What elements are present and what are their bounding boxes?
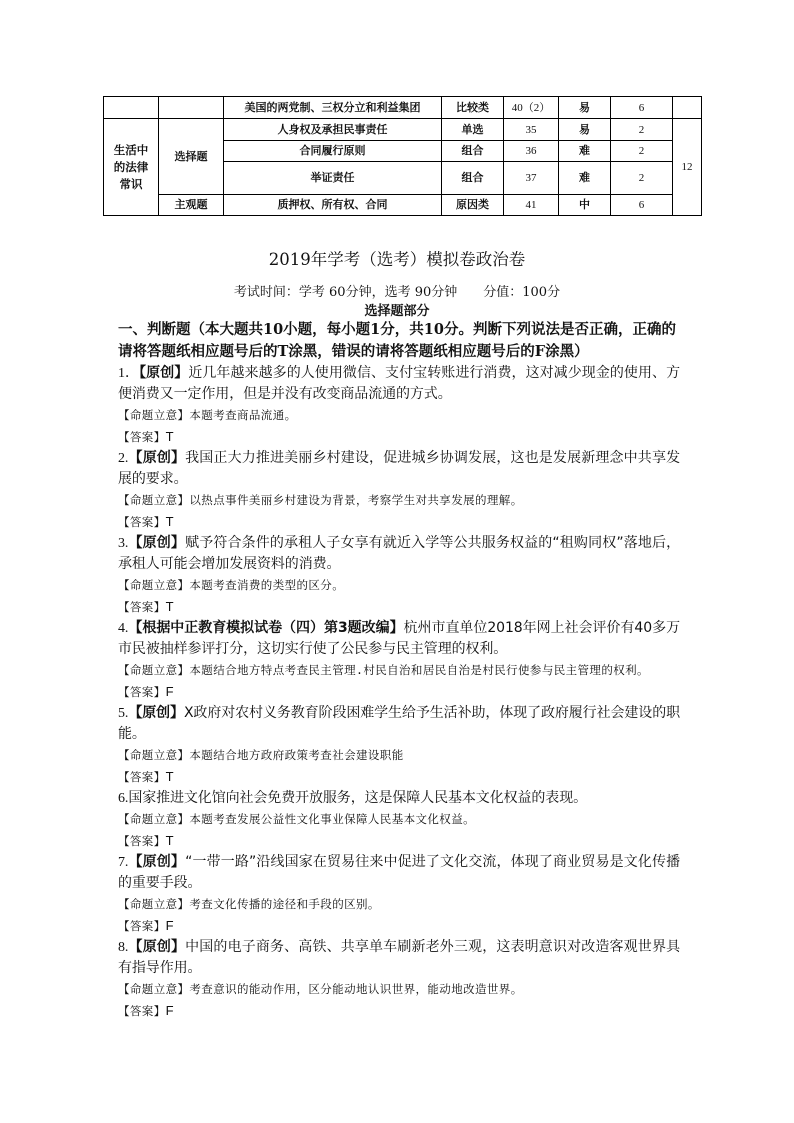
table-row bbox=[104, 119, 702, 141]
table-subcategory: 选择题 bbox=[159, 119, 224, 195]
question-text bbox=[118, 852, 680, 894]
note-label: 【命题立意】 bbox=[118, 748, 190, 762]
question-number: 8. bbox=[118, 940, 129, 955]
question-text bbox=[118, 788, 680, 809]
answer-value: F bbox=[165, 918, 174, 933]
question-answer bbox=[118, 766, 680, 788]
table-cell-score: 6 bbox=[611, 195, 673, 216]
question-note bbox=[118, 660, 680, 681]
question-body: 中国的电子商务、高铁、共享单车刷新老外三观，这表明意识对改造客观世界具有指导作用。 bbox=[118, 939, 680, 976]
table-cell-content: 质押权、所有权、合同 bbox=[224, 195, 442, 216]
table-cell-difficulty: 中 bbox=[559, 195, 611, 216]
question-note bbox=[118, 894, 680, 915]
answer-label: 【答案】 bbox=[118, 600, 166, 614]
question-body: 国家推进文化馆向社会免费开放服务，这是保障人民基本文化权益的表现。 bbox=[128, 790, 588, 806]
question-note bbox=[118, 490, 680, 511]
note-text: 以热点事件美丽乡村建设为背景，考察学生对共享发展的理解。 bbox=[189, 493, 523, 507]
table-cell-type: 组合 bbox=[442, 162, 504, 195]
answer-label: 【答案】 bbox=[118, 834, 166, 848]
question-number: 1． bbox=[118, 366, 140, 381]
spec-table bbox=[103, 96, 702, 216]
question-list bbox=[118, 319, 680, 1022]
question-body: 近几年越来越多的人使用微信、支付宝转账进行消费，这对减少现金的使用、方便消费又一定作用，但是并没有改变商品流通的方式。 bbox=[118, 365, 680, 402]
answer-value: T bbox=[165, 769, 174, 784]
question-item bbox=[118, 618, 680, 703]
question-number: 3. bbox=[118, 536, 129, 551]
answer-label: 【答案】 bbox=[118, 770, 166, 784]
note-text: 本题结合地方特点考查民主管理.村民自治和居民自治是村民行使参与民主管理的权利。 bbox=[189, 663, 649, 677]
answer-label: 【答案】 bbox=[118, 685, 166, 699]
note-text: 考查意识的能动作用，区分能动地认识世界，能动地改造世界。 bbox=[189, 982, 523, 996]
question-tag: 【根据中正教育模拟试卷（四）第3题改编】 bbox=[128, 620, 404, 636]
question-tag: 【原创】 bbox=[139, 365, 189, 381]
table-cell-difficulty: 难 bbox=[559, 162, 611, 195]
question-answer bbox=[118, 426, 680, 448]
answer-value: F bbox=[165, 684, 174, 699]
table-cell-num: 35 bbox=[504, 119, 559, 141]
question-number: 4. bbox=[118, 621, 129, 636]
table-cell-difficulty: 难 bbox=[559, 141, 611, 162]
question-text bbox=[118, 448, 680, 490]
note-text: 考查文化传播的途径和手段的区别。 bbox=[189, 897, 380, 911]
page-title: 2019年学考（选考）模拟卷政治卷 bbox=[268, 250, 526, 269]
question-text bbox=[118, 703, 680, 745]
note-label: 【命题立意】 bbox=[118, 897, 190, 911]
section-heading: 一、判断题（本大题共10小题，每小题1分，共10分。判断下列说法是否正确，正确的请将答题纸相应题号后的T涂黑，错误的请将答题纸相应题号后的F涂黑） bbox=[118, 321, 676, 360]
question-number: 2. bbox=[118, 451, 129, 466]
question-body: 杭州市直单位2018年网上社会评价有40多万市民被抽样参评打分，这切实行使了公民参与民主管理的权利。 bbox=[118, 620, 680, 657]
question-body: “一带一路”沿线国家在贸易往来中促进了文化交流，体现了商业贸易是文化传播的重要手段。 bbox=[118, 854, 680, 891]
question-body: 赋予符合条件的承租人子女享有就近入学等公共服务权益的“租购同权”落地后，承租人可能会增加发展资料的消费。 bbox=[118, 535, 680, 572]
answer-value: T bbox=[165, 833, 174, 848]
question-tag: 【原创】 bbox=[128, 854, 186, 870]
question-note bbox=[118, 809, 680, 830]
question-body: X政府对农村义务教育阶段困难学生给予生活补助，体现了政府履行社会建设的职能。 bbox=[118, 705, 680, 742]
table-cell-difficulty: 易 bbox=[559, 119, 611, 141]
table-cell-content: 美国的两党制、三权分立和利益集团 bbox=[224, 97, 442, 119]
question-answer bbox=[118, 681, 680, 703]
table-cell-type: 组合 bbox=[442, 141, 504, 162]
answer-value: F bbox=[165, 1003, 174, 1018]
table-cell-content: 合同履行原则 bbox=[224, 141, 442, 162]
question-answer bbox=[118, 511, 680, 533]
question-item bbox=[118, 852, 680, 937]
exam-info: 考试时间：学考 60分钟，选考 90分钟 分值：100分 bbox=[233, 285, 561, 300]
question-tag: 【原创】 bbox=[128, 450, 186, 466]
question-item bbox=[118, 533, 680, 618]
table-cell-score: 2 bbox=[611, 162, 673, 195]
answer-label: 【答案】 bbox=[118, 919, 166, 933]
question-note bbox=[118, 745, 680, 766]
table-cell bbox=[159, 97, 224, 119]
table-row bbox=[104, 195, 702, 216]
table-cell-num: 36 bbox=[504, 141, 559, 162]
table-category: 生活中 的法律 常识 bbox=[104, 119, 159, 216]
answer-label: 【答案】 bbox=[118, 515, 166, 529]
question-text bbox=[118, 937, 680, 979]
table-total: 12 bbox=[673, 119, 702, 216]
question-tag: 【原创】 bbox=[128, 939, 186, 955]
note-text: 本题考查商品流通。 bbox=[189, 408, 297, 422]
note-label: 【命题立意】 bbox=[118, 408, 190, 422]
question-text bbox=[118, 618, 680, 660]
question-text bbox=[118, 363, 680, 405]
question-number: 7. bbox=[118, 855, 129, 870]
question-answer bbox=[118, 596, 680, 618]
table-cell-num: 37 bbox=[504, 162, 559, 195]
answer-value: T bbox=[165, 599, 174, 614]
table-cell-score: 2 bbox=[611, 119, 673, 141]
answer-label: 【答案】 bbox=[118, 1004, 166, 1018]
note-label: 【命题立意】 bbox=[118, 982, 190, 996]
question-item bbox=[118, 937, 680, 1022]
question-tag: 【原创】 bbox=[128, 535, 186, 551]
table-cell bbox=[673, 97, 702, 119]
table-cell-score: 2 bbox=[611, 141, 673, 162]
table-cell-num: 40（2） bbox=[504, 97, 559, 119]
table-cell-content: 举证责任 bbox=[224, 162, 442, 195]
table-subcategory: 主观题 bbox=[159, 195, 224, 216]
question-item bbox=[118, 363, 680, 448]
question-text bbox=[118, 533, 680, 575]
table-cell-type: 原因类 bbox=[442, 195, 504, 216]
question-tag: 【原创】 bbox=[128, 705, 184, 721]
note-label: 【命题立意】 bbox=[118, 663, 190, 677]
table-cell-content: 人身权及承担民事责任 bbox=[224, 119, 442, 141]
table-cell-num: 41 bbox=[504, 195, 559, 216]
note-label: 【命题立意】 bbox=[118, 493, 190, 507]
question-answer bbox=[118, 915, 680, 937]
note-text: 本题结合地方政府政策考查社会建设职能 bbox=[189, 748, 404, 762]
note-label: 【命题立意】 bbox=[118, 812, 190, 826]
part-heading: 选择题部分 bbox=[364, 304, 430, 319]
question-body: 我国正大力推进美丽乡村建设，促进城乡协调发展，这也是发展新理念中共享发展的要求。 bbox=[118, 450, 680, 487]
table-cell-type: 比较类 bbox=[442, 97, 504, 119]
answer-value: T bbox=[165, 514, 174, 529]
note-text: 本题考查发展公益性文化事业保障人民基本文化权益。 bbox=[189, 812, 476, 826]
question-number: 5. bbox=[118, 706, 129, 721]
question-note bbox=[118, 979, 680, 1000]
table-cell bbox=[104, 97, 159, 119]
note-text: 本题考查消费的类型的区分。 bbox=[189, 578, 345, 592]
question-number: 6. bbox=[118, 791, 129, 806]
question-item bbox=[118, 703, 680, 788]
note-label: 【命题立意】 bbox=[118, 578, 190, 592]
question-note bbox=[118, 575, 680, 596]
answer-value: T bbox=[165, 429, 174, 444]
answer-label: 【答案】 bbox=[118, 430, 166, 444]
table-cell-score: 6 bbox=[611, 97, 673, 119]
question-item bbox=[118, 788, 680, 852]
question-item bbox=[118, 448, 680, 533]
question-note bbox=[118, 405, 680, 426]
table-row bbox=[104, 97, 702, 119]
table-cell-type: 单选 bbox=[442, 119, 504, 141]
question-answer bbox=[118, 830, 680, 852]
table-cell-difficulty: 易 bbox=[559, 97, 611, 119]
questions-container bbox=[118, 363, 680, 1022]
question-answer bbox=[118, 1000, 680, 1022]
